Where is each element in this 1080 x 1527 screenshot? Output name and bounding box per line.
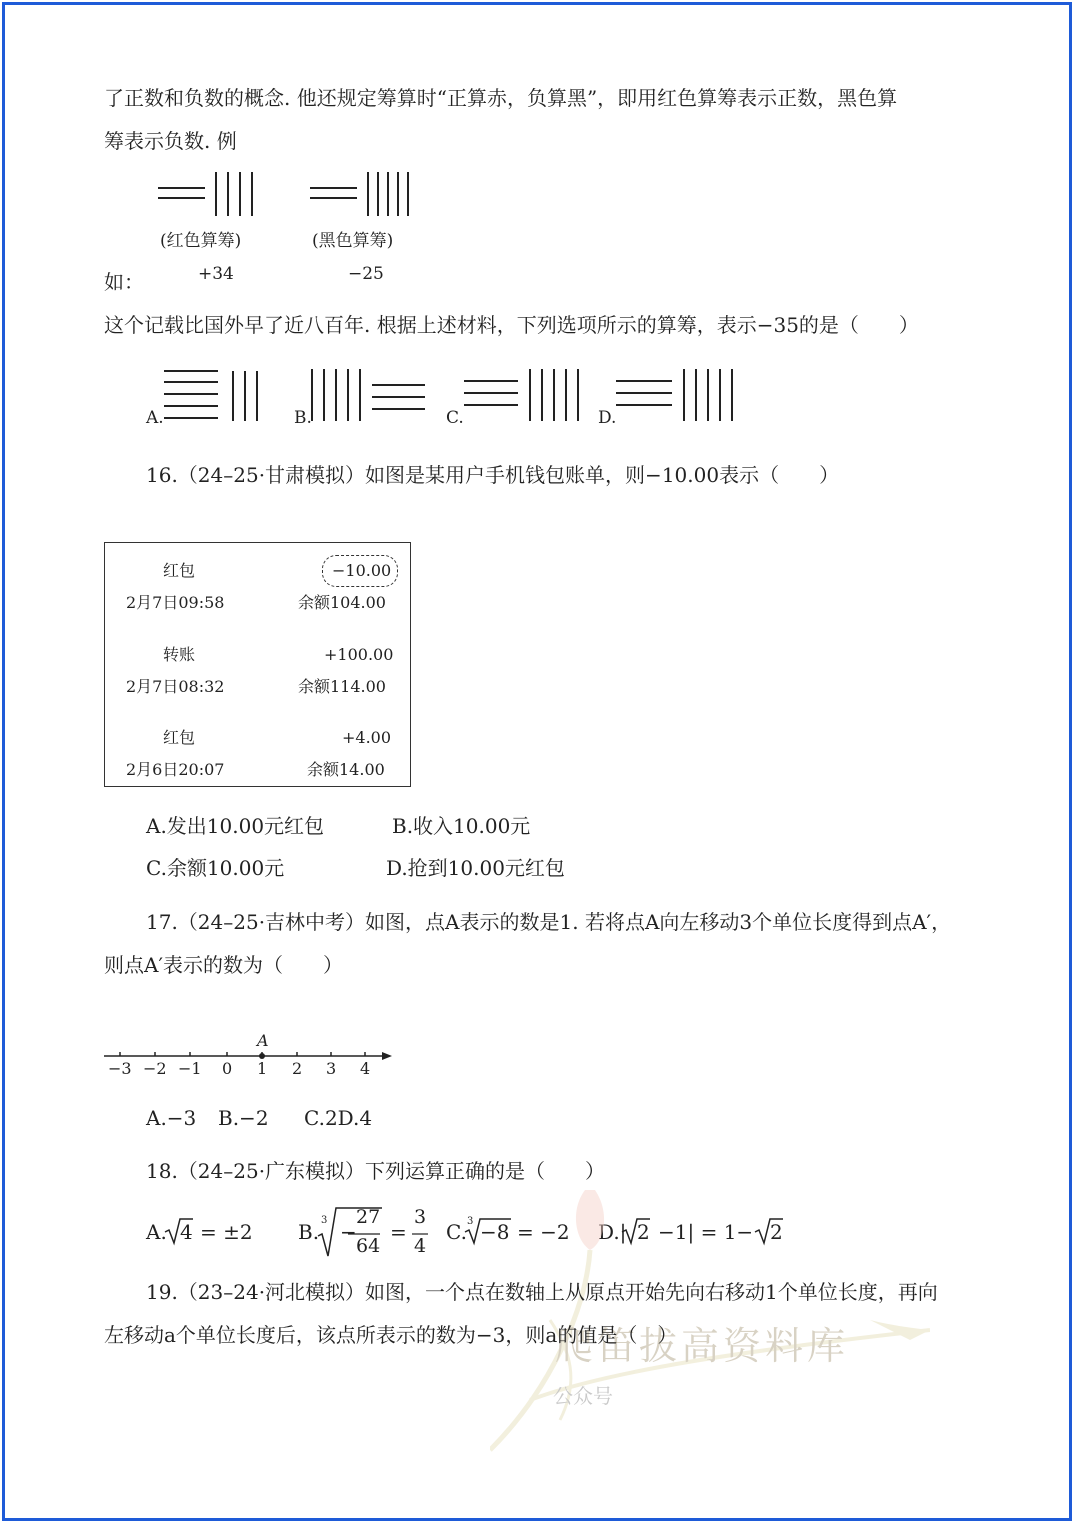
q18-option-b-denominator: 64 bbox=[356, 1235, 381, 1257]
q19-stem-2: 左移动a个单位长度后，该点所表示的数为−3，则a的值是（ ） bbox=[104, 1323, 678, 1347]
q18-option-b-numerator: 27 bbox=[356, 1206, 381, 1228]
bill-row-3-time: 2月6日20:07 bbox=[126, 760, 225, 779]
q18-option-d-prefix: D.| bbox=[598, 1220, 627, 1244]
tick-label: −1 bbox=[178, 1059, 202, 1078]
q18-stem: 18.（24–25·广东模拟）下列运算正确的是（ ） bbox=[146, 1159, 606, 1183]
black-rods-value: −25 bbox=[348, 264, 384, 284]
bill-row-2-balance: 余额114.00 bbox=[298, 677, 386, 696]
q15-stem: 这个记载比国外早了近八百年. 根据上述材料，下列选项所示的算筹，表示−35的是（ ） bbox=[104, 313, 919, 337]
q15-option-a: A. bbox=[146, 408, 164, 428]
q18-option-c-radicand: −8 bbox=[480, 1220, 510, 1244]
q18-option-d-middle: −1| = 1− bbox=[658, 1220, 754, 1244]
tick-label: 1 bbox=[257, 1059, 268, 1078]
tick-label: 3 bbox=[326, 1059, 337, 1078]
bill-row-1-type: 红包 bbox=[163, 561, 196, 580]
q16-option-a: A.发出10.00元红包 bbox=[146, 814, 325, 838]
q17-option-b: B.−2 bbox=[218, 1106, 269, 1130]
q18-option-b-prefix: B. bbox=[298, 1220, 320, 1244]
bill-row-2-amount: +100.00 bbox=[324, 645, 394, 664]
q15-option-b: B. bbox=[294, 408, 312, 428]
q18-option-c-prefix: C. bbox=[446, 1220, 467, 1244]
tick-label: 2 bbox=[292, 1059, 303, 1078]
intro-line-2: 筹表示负数. 例 bbox=[104, 129, 237, 153]
q15-option-d: D. bbox=[598, 408, 617, 428]
tick-label: −2 bbox=[143, 1059, 167, 1078]
example-prefix: 如： bbox=[104, 270, 144, 294]
q17-stem-2: 则点A′表示的数为（ ） bbox=[104, 953, 343, 977]
q18-option-b-sign: − bbox=[340, 1220, 357, 1244]
q17-stem-1: 17.（24–25·吉林中考）如图，点A表示的数是1. 若将点A向左移动3个单位长度得到点A′， bbox=[146, 910, 952, 934]
q18-option-b-index: 3 bbox=[321, 1215, 328, 1226]
q16-option-c: C.余额10.00元 bbox=[146, 856, 285, 880]
red-rods-value: +34 bbox=[198, 264, 234, 284]
q16-stem: 16.（24–25·甘肃模拟）如图是某用户手机钱包账单，则−10.00表示（ ） bbox=[146, 463, 840, 487]
intro-line-1: 了正数和负数的概念. 他还规定筹算时“正算赤，负算黑”，即用红色算筹表示正数，黑色算 bbox=[104, 86, 898, 110]
q15-option-c: C. bbox=[446, 408, 464, 428]
tick-label: −3 bbox=[108, 1059, 132, 1078]
q17-option-a: A.−3 bbox=[146, 1106, 197, 1130]
q18-option-b-result-numerator: 3 bbox=[414, 1206, 427, 1228]
q18-option-c-rest: = −2 bbox=[517, 1220, 570, 1244]
q18-option-d-radicand-2: 2 bbox=[770, 1220, 783, 1244]
bill-row-3-balance: 余额14.00 bbox=[307, 760, 385, 779]
q18-option-c-index: 3 bbox=[467, 1216, 474, 1227]
q19-stem-1: 19.（23–24·河北模拟）如图，一个点在数轴上从原点开始先向右移动1个单位长度，再向 bbox=[146, 1280, 938, 1304]
black-rods-caption: (黑色算筹) bbox=[312, 231, 394, 251]
q16-option-d: D.抢到10.00元红包 bbox=[386, 856, 565, 880]
bill-row-1-amount: −10.00 bbox=[332, 561, 392, 580]
bill-row-3-type: 红包 bbox=[163, 728, 196, 747]
q16-option-b: B.收入10.00元 bbox=[392, 814, 531, 838]
watermark-flower-graphic bbox=[490, 1150, 930, 1460]
point-a-label: A bbox=[257, 1031, 269, 1050]
bill-row-3-amount: +4.00 bbox=[342, 728, 392, 747]
watermark-subtitle: 公众号 bbox=[553, 1384, 613, 1408]
q18-option-b-equals: = bbox=[390, 1220, 407, 1244]
bill-row-2-type: 转账 bbox=[163, 645, 196, 664]
watermark-title: 爬笛拔高资料库 bbox=[555, 1324, 850, 1368]
bill-row-2-time: 2月7日08:32 bbox=[126, 677, 225, 696]
q17-option-cd: C.2D.4 bbox=[304, 1106, 373, 1130]
tick-label: 4 bbox=[360, 1059, 371, 1078]
example-rods-figure bbox=[150, 168, 420, 224]
bill-row-1-time: 2月7日09:58 bbox=[126, 593, 225, 612]
q18-option-a-radicand: 4 bbox=[180, 1220, 193, 1244]
q18-option-a-rest: = ±2 bbox=[200, 1220, 253, 1244]
bill-row-1-balance: 余额104.00 bbox=[298, 593, 386, 612]
wallet-bill bbox=[104, 542, 411, 787]
tick-label: 0 bbox=[222, 1059, 233, 1078]
q18-option-d-radicand-1: 2 bbox=[637, 1220, 650, 1244]
red-rods-caption: (红色算筹) bbox=[160, 231, 242, 251]
q18-option-b-result-denominator: 4 bbox=[414, 1235, 427, 1257]
q18-option-a-prefix: A. bbox=[146, 1220, 167, 1244]
